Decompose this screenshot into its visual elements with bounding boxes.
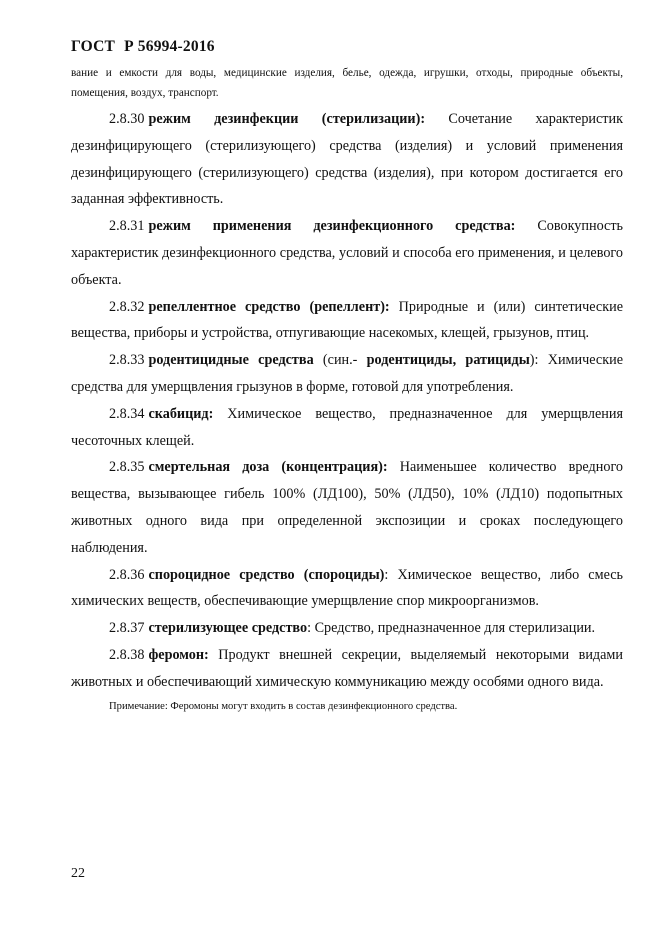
definition-text: Сочетание характеристик дезинфицирующего (стерилизующего) средства (изделия) и условий применения дезинфицирующего (стерилизующего) средства (изделия), при котором достигается его заданная эффективность.: [71, 111, 623, 208]
continued-text: вание и емкости для воды, медицинские изделия, белье, одежда, игрушки, отходы, природные объекты, помещения, воздух, транспорт.: [71, 67, 623, 99]
definition-text: Наименьшее количество вредного вещества, вызывающее гибель 100% (ЛД100), 50% (ЛД50), 10% (ЛД10) подопытных животных одного вида при определенной экспозиции и сроках последующего наблюдения.: [71, 459, 623, 556]
term: режим дезинфекции (стерилизации):: [148, 111, 426, 127]
term: стерилизующее средство: [148, 620, 308, 637]
document-header: [71, 38, 215, 56]
page-number: 22: [71, 866, 85, 881]
definition-text: Совокупность характеристик дезинфекционного средства, условий и способа его применения, и целевого объекта.: [71, 218, 623, 288]
definitions-list: [71, 106, 623, 716]
term: родентицидные средства: [148, 352, 314, 369]
definition-2-8-36: [71, 562, 623, 616]
clause-number: 2.8.31: [109, 218, 145, 235]
definition-2-8-32: [71, 294, 623, 348]
definition-text: Природные и (или) синтетические вещества, приборы и устройства, отпугивающие насекомых, клещей, грызунов, птиц.: [71, 298, 623, 342]
synonym-term: родентициды, ратициды: [366, 352, 530, 369]
term: спороцидное средство (спороциды): [148, 566, 385, 583]
clause-number: 2.8.36: [109, 566, 145, 583]
term: скабицид:: [148, 405, 214, 422]
clause-number: 2.8.38: [109, 646, 145, 663]
definition-2-8-37: [71, 615, 623, 642]
definition-2-8-35: [71, 454, 623, 561]
synonym-prefix: (син.-: [313, 352, 367, 369]
term: режим применения дезинфекционного средства:: [148, 218, 516, 235]
definition-text: : Средство, предназначенное для стерилизации.: [307, 620, 596, 637]
clause-number: 2.8.33: [109, 352, 145, 369]
clause-number: 2.8.35: [109, 459, 145, 476]
definition-text: : Химическое вещество, либо смесь химических веществ, обеспечивающие умерщвление спор микроорганизмов.: [71, 566, 623, 610]
term: репеллентное средство (репеллент):: [148, 298, 390, 315]
standard-number: Р 56994-2016: [124, 38, 215, 55]
clause-number: 2.8.37: [109, 620, 145, 637]
clause-number: 2.8.34: [109, 405, 145, 422]
clause-number: 2.8.32: [109, 298, 145, 315]
definition-2-8-34: [71, 401, 623, 455]
definition-2-8-38: [71, 642, 623, 696]
definition-2-8-31: [71, 213, 623, 293]
definition-2-8-33: [71, 347, 623, 401]
term: феромон:: [148, 646, 209, 663]
gost-label: ГОСТ: [71, 38, 116, 55]
definition-text: Продукт внешней секреции, выделяемый некоторыми видами животных и обеспечивающий химическую коммуникацию между особями одного вида.: [71, 646, 623, 690]
definition-2-8-30: [71, 106, 623, 213]
clause-number: 2.8.30: [109, 111, 145, 127]
definition-text: Химическое вещество, предназначенное для умерщвления чесоточных клещей.: [71, 405, 623, 449]
note-text: Примечание: Феромоны могут входить в состав дезинфекционного средства.: [109, 700, 458, 712]
term: смертельная доза (концентрация):: [148, 459, 388, 476]
definition-text: ): Химические средства для умерщвления грызунов в форме, готовой для употребления.: [71, 352, 623, 395]
